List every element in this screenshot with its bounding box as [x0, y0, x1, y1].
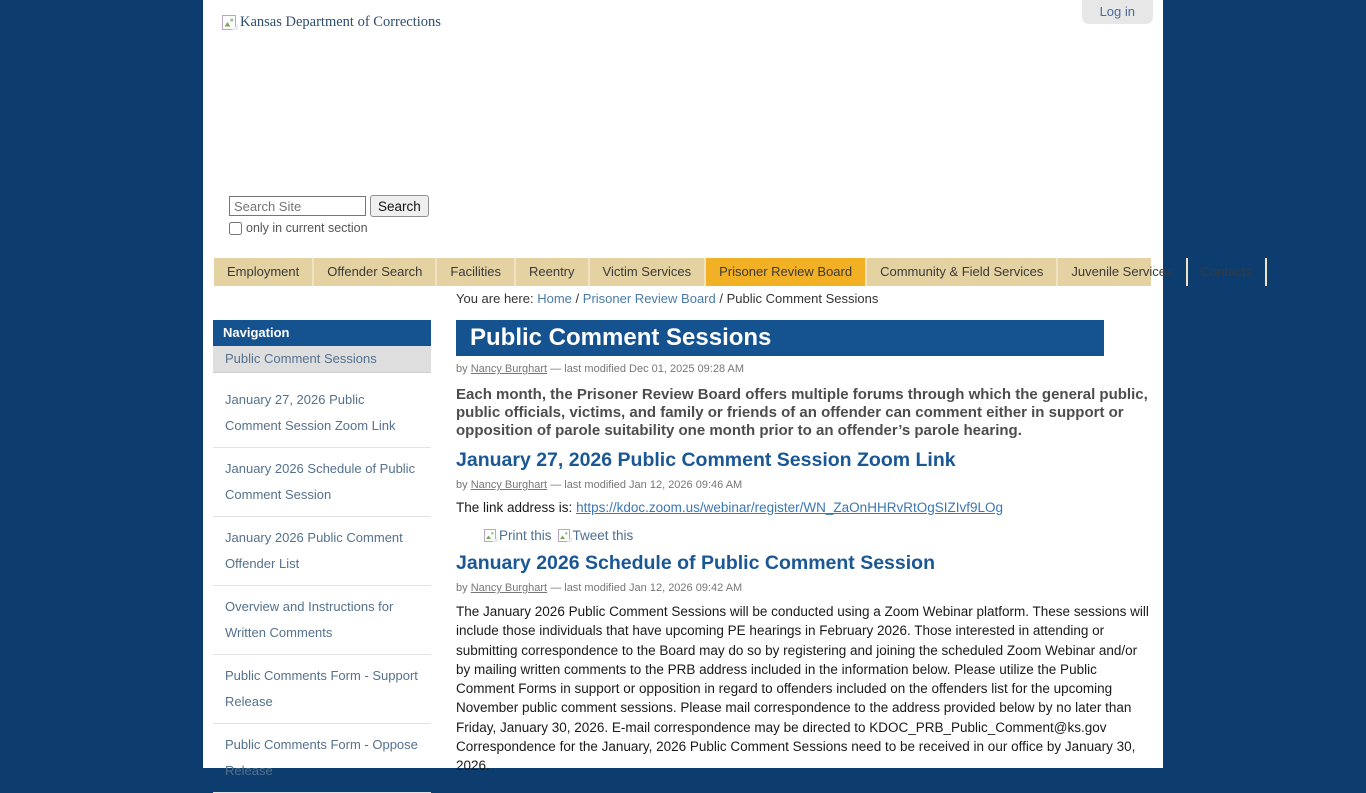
print-this-link[interactable]: [484, 528, 552, 543]
byline-modified: — last modified Dec 01, 2025 09:28 AM: [550, 363, 745, 375]
page-byline: [456, 363, 1152, 375]
content-columns: [203, 320, 1163, 793]
tweet-this-link[interactable]: [558, 528, 634, 543]
section1-byline: [456, 479, 1152, 491]
sidebar-item-public-comment-sessions[interactable]: Public Comment Sessions: [213, 346, 431, 373]
sidebar-item-form-support-release[interactable]: Public Comments Form - Support Release: [213, 655, 431, 724]
nav-tab-juvenile-services[interactable]: Juvenile Services: [1058, 258, 1187, 286]
sidebar-item-jan-27-zoom-link[interactable]: January 27, 2026 Public Comment Session Zoom Link: [213, 379, 431, 448]
site-logo-alt-text: Kansas Department of Corrections: [240, 14, 441, 30]
site-header: [203, 0, 1163, 258]
zoom-link-line: [456, 500, 1152, 515]
byline-by: by: [456, 479, 468, 491]
intro-paragraph: Each month, the Prisoner Review Board offers multiple forums through which the general public, public officials, victims, and family or friends of an offender can comment either in support or opposition of parole suitability one month prior to an offender’s parole hearing.: [456, 386, 1148, 439]
nav-tab-employment[interactable]: Employment: [214, 258, 314, 286]
sidebar-item-jan-schedule[interactable]: January 2026 Schedule of Public Comment Session: [213, 448, 431, 517]
print-this-label: Print this: [499, 528, 552, 543]
broken-image-icon: [222, 15, 238, 31]
author-link[interactable]: Nancy Burghart: [470, 582, 548, 594]
primary-nav: [214, 258, 1252, 286]
sidebar-navigation: [213, 320, 431, 793]
nav-tab-facilities[interactable]: Facilities: [437, 258, 516, 286]
author-link[interactable]: Nancy Burghart: [470, 363, 548, 375]
breadcrumb-home-link[interactable]: Home: [537, 291, 572, 306]
page-title: Public Comment Sessions: [456, 320, 1104, 356]
schedule-body-paragraph: The January 2026 Public Comment Sessions will be conducted using a Zoom Webinar platform. These sessions will include those individuals that have upcoming PE hearings in February 2026. Those interested in attending or submitting correspondence to the Board may do so by registering and joining the scheduled Zoom Webinar and/or by mailing written comments to the PRB address included in the information below. Please utilize the Public Comment Forms in support or opposition in regard to offenders included on the offenders list for the upcoming November public comment sessions. Please mail correspondence to the address provided below by no later than Friday, January 30, 2026. E-mail correspondence may be directed to KDOC_PRB_Public_Comment@ks.gov Correspondence for the January, 2026 Public Comment Sessions need to be received in our office by January 30, 2026.: [456, 604, 1149, 774]
sidebar-title: Navigation: [213, 320, 431, 346]
site-logo-link[interactable]: [222, 14, 441, 31]
search-button[interactable]: Search: [370, 195, 429, 217]
section-heading-zoom-link[interactable]: January 27, 2026 Public Comment Session Zoom Link: [456, 449, 956, 471]
zoom-webinar-link[interactable]: https://kdoc.zoom.us/webinar/register/WN_ZaOnHHRvRtOgSIZIvf9LOg: [576, 500, 1003, 515]
breadcrumb-prefix: You are here:: [456, 291, 534, 306]
breadcrumb-separator: /: [575, 291, 580, 306]
byline-by: by: [456, 582, 468, 594]
nav-tab-prisoner-review-board[interactable]: Prisoner Review Board: [706, 258, 867, 286]
search-area: [229, 195, 429, 235]
search-input[interactable]: [229, 196, 366, 216]
page-container: [203, 0, 1252, 778]
nav-tab-reentry[interactable]: Reentry: [516, 258, 590, 286]
breadcrumb: [456, 291, 1163, 306]
nav-tab-victim-services[interactable]: Victim Services: [590, 258, 707, 286]
broken-image-icon: [484, 529, 498, 543]
section-heading-schedule[interactable]: January 2026 Schedule of Public Comment Session: [456, 552, 935, 574]
broken-image-icon: [558, 529, 572, 543]
section2-byline: [456, 582, 1152, 594]
login-button[interactable]: Log in: [1082, 0, 1153, 24]
author-link[interactable]: Nancy Burghart: [470, 479, 548, 491]
byline-by: by: [456, 363, 468, 375]
search-scope-label: only in current section: [246, 221, 368, 235]
nav-tab-offender-search[interactable]: Offender Search: [314, 258, 437, 286]
breadcrumb-prisoner-review-board-link[interactable]: Prisoner Review Board: [582, 291, 716, 306]
byline-modified: — last modified Jan 12, 2026 09:42 AM: [550, 582, 743, 594]
search-scope-option: [229, 221, 429, 235]
tweet-this-label: Tweet this: [572, 528, 634, 543]
sidebar-item-form-oppose-release[interactable]: Public Comments Form - Oppose Release: [213, 724, 431, 793]
search-scope-checkbox[interactable]: [229, 222, 242, 235]
nav-tab-contacts[interactable]: Contacts: [1188, 258, 1267, 286]
byline-modified: — last modified Jan 12, 2026 09:46 AM: [550, 479, 743, 491]
main-content: [456, 320, 1152, 793]
share-actions: [484, 528, 1152, 543]
nav-tab-community-field-services[interactable]: Community & Field Services: [867, 258, 1058, 286]
link-prefix: The link address is:: [456, 500, 573, 515]
sidebar-item-overview-instructions[interactable]: Overview and Instructions for Written Comments: [213, 586, 431, 655]
breadcrumb-separator: /: [719, 291, 723, 306]
sidebar-item-offender-list[interactable]: January 2026 Public Comment Offender List: [213, 517, 431, 586]
breadcrumb-current-page: Public Comment Sessions: [726, 291, 879, 306]
